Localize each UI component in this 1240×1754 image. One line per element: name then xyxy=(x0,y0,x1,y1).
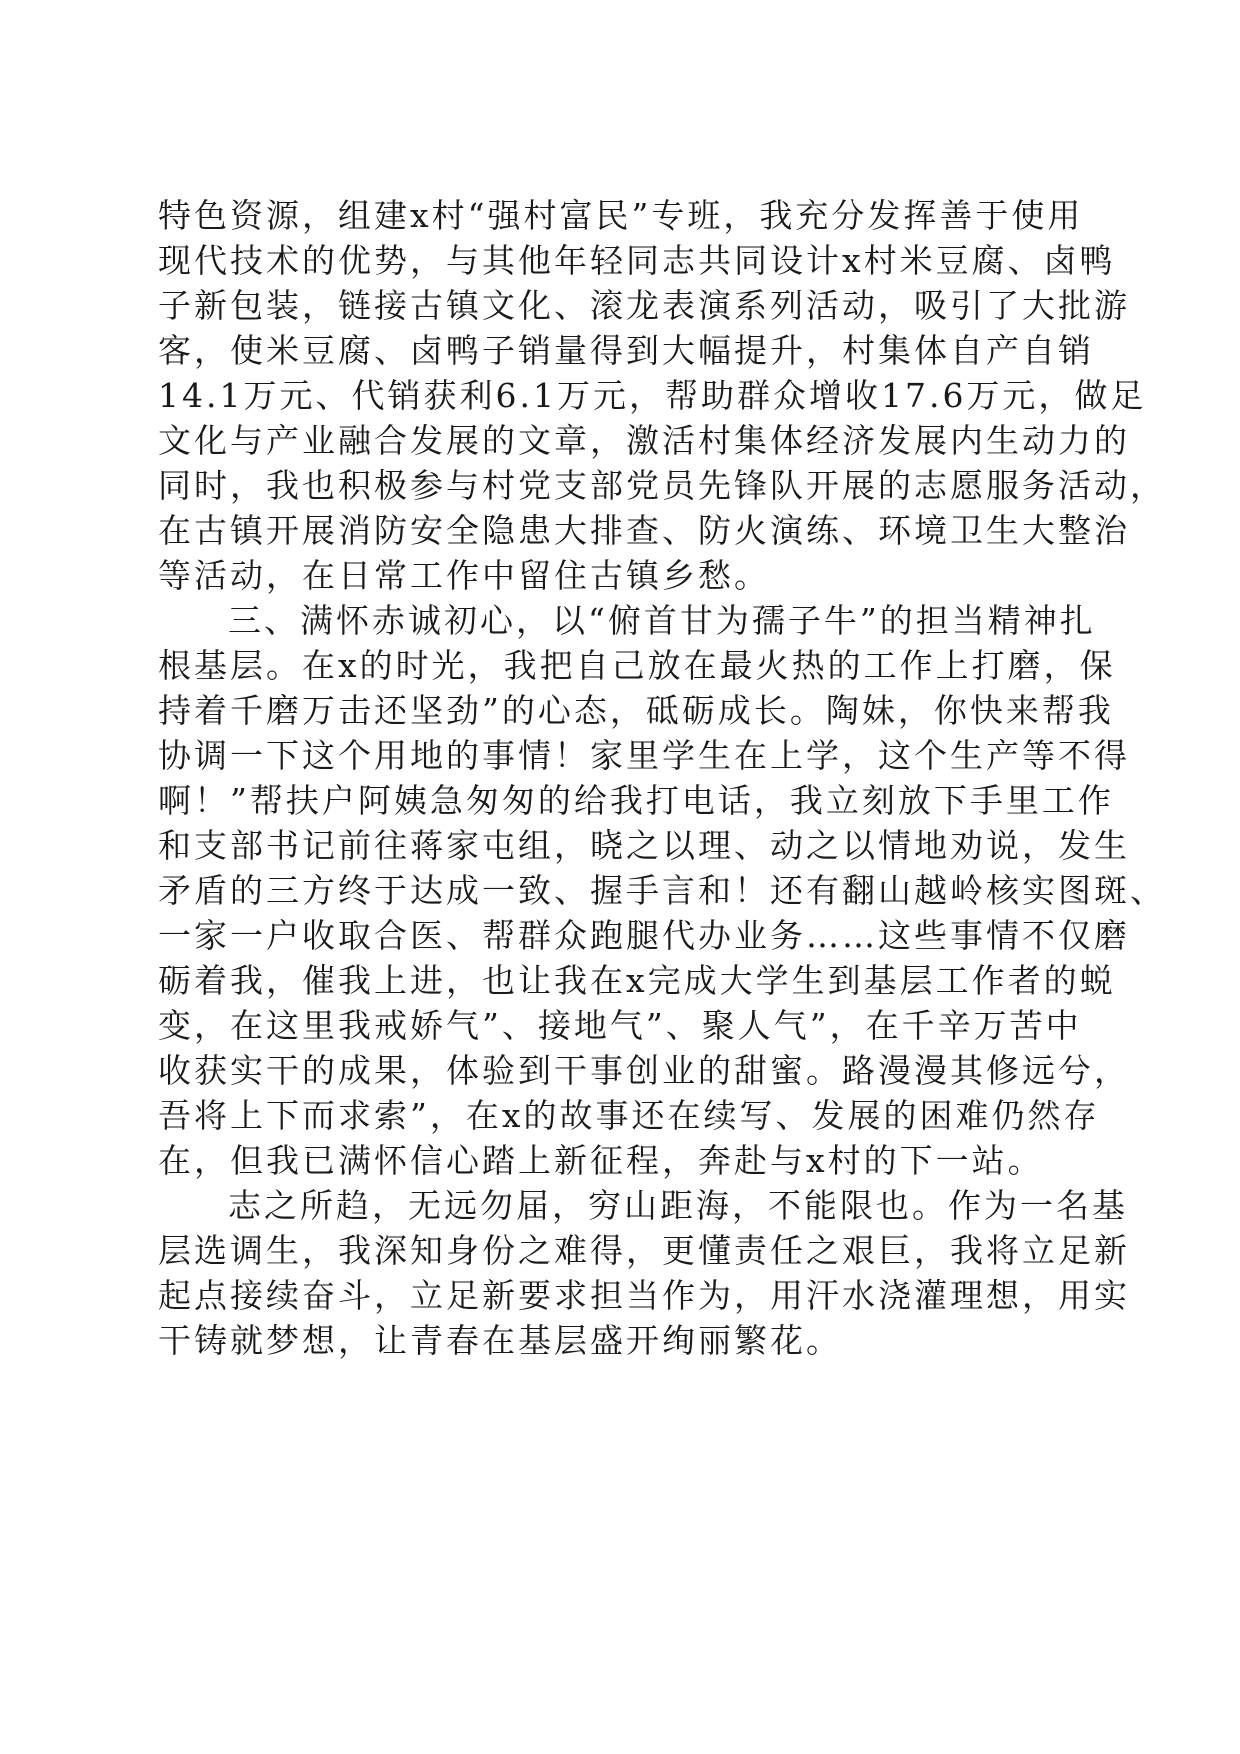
text-line: 在，但我已满怀信心踏上新征程，奔赴与x村的下一站。 xyxy=(158,1141,1044,1180)
text-line: 变，在这里我戒娇气”、接地气”、聚人气”，在千辛万苦中 xyxy=(158,1006,1082,1045)
text-line: 和支部书记前往蒋家屯组，晓之以理、动之以情地劝说，发生 xyxy=(158,826,1130,865)
text-line: 在古镇开展消防安全隐患大排查、防火演练、环境卫生大整治 xyxy=(158,511,1130,550)
text-line: 现代技术的优势，与其他年轻同志共同设计x村米豆腐、卤鸭 xyxy=(158,241,1116,280)
text-line: 14.1万元、代销获利6.1万元，帮助群众增收17.6万元，做足 xyxy=(158,376,1147,415)
text-line: 持着千磨万击还坚劲”的心态，砥砺成长。陶妹，你快来帮我 xyxy=(158,691,1114,730)
text-line: 吾将上下而求索”，在x的故事还在续写、发展的困难仍然存 xyxy=(158,1096,1100,1135)
text-line: 子新包装，链接古镇文化、滚龙表演系列活动，吸引了大批游 xyxy=(158,286,1130,325)
text-line: 同时，我也积极参与村党支部党员先锋队开展的志愿服务活动， xyxy=(158,466,1166,505)
text-line: 起点接续奋斗，立足新要求担当作为，用汗水浇灌理想，用实 xyxy=(158,1276,1130,1315)
paragraph-2 xyxy=(158,598,1166,1183)
text-line: 啊！”帮扶户阿姨急匆匆的给我打电话，我立刻放下手里工作 xyxy=(158,781,1114,820)
text-line: 干铸就梦想，让青春在基层盛开绚丽繁花。 xyxy=(158,1321,842,1360)
text-line: 志之所趋，无远勿届，穷山距海，不能限也。作为一名基 xyxy=(228,1186,1128,1225)
text-line: 等活动，在日常工作中留住古镇乡愁。 xyxy=(158,556,770,595)
text-line: 三、满怀赤诚初心，以“俯首甘为孺子牛”的担当精神扎 xyxy=(228,601,1096,640)
text-line: 特色资源，组建x村“强村富民”专班，我充分发挥善于使用 xyxy=(158,196,1084,235)
text-line: 协调一下这个用地的事情！家里学生在上学，这个生产等不得 xyxy=(158,736,1130,775)
text-line: 客，使米豆腐、卤鸭子销量得到大幅提升，村集体自产自销 xyxy=(158,331,1094,370)
text-line: 文化与产业融合发展的文章，激活村集体经济发展内生动力的 xyxy=(158,421,1130,460)
text-line: 一家一户收取合医、帮群众跑腿代办业务……这些事情不仅磨 xyxy=(158,916,1130,955)
text-line: 矛盾的三方终于达成一致、握手言和！还有翻山越岭核实图斑、 xyxy=(158,871,1166,910)
text-line: 收获实干的成果，体验到干事创业的甜蜜。路漫漫其修远兮， xyxy=(158,1051,1130,1090)
text-line: 层选调生，我深知身份之难得，更懂责任之艰巨，我将立足新 xyxy=(158,1231,1130,1270)
text-line: 砺着我，催我上进，也让我在x完成大学生到基层工作者的蜕 xyxy=(158,961,1116,1000)
document-body xyxy=(158,193,1166,1363)
paragraph-3 xyxy=(158,1183,1130,1363)
text-line: 根基层。在x的时光，我把自己放在最火热的工作上打磨，保 xyxy=(158,646,1116,685)
paragraph-1 xyxy=(158,193,1166,598)
